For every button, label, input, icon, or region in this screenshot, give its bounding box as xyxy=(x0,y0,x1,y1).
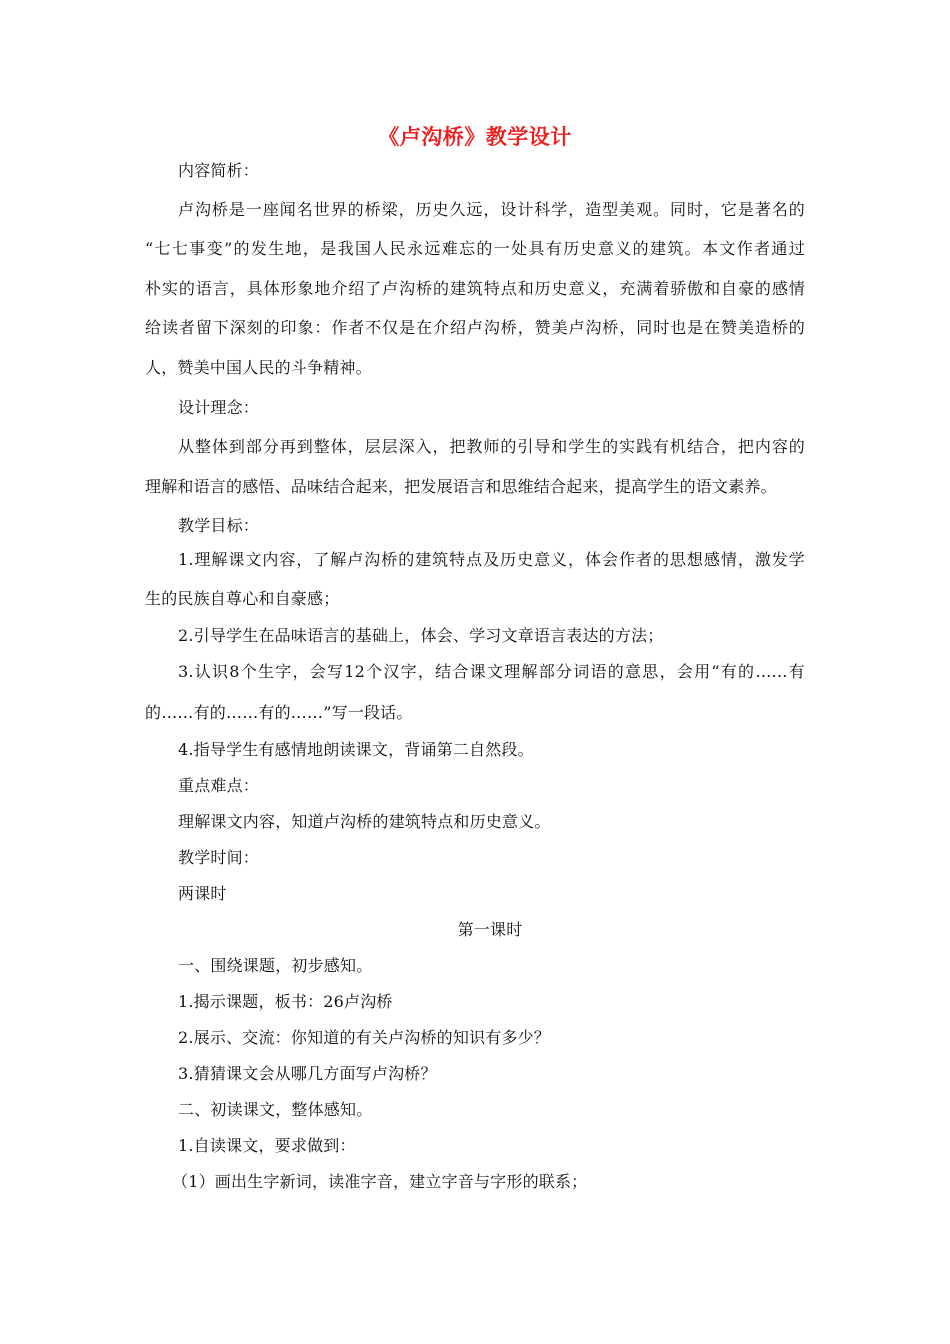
list-item: 3.猜猜课文会从哪几方面写卢沟桥？ xyxy=(178,1064,437,1083)
lesson-heading: 第一课时 xyxy=(457,920,523,939)
list-item: 1.揭示课题，板书：26卢沟桥 xyxy=(178,992,393,1011)
paragraph-line: “七七事变”的发生地，是我国人民永远难忘的一处具有历史意义的建筑。本文作者通过 xyxy=(145,239,805,258)
section-heading-key-points: 重点难点： xyxy=(178,776,260,795)
list-item: 2.展示、交流：你知道的有关卢沟桥的知识有多少？ xyxy=(178,1028,551,1047)
list-item: 3.认识8个生字，会写12个汉字，结合课文理解部分词语的意思，会用“有的……有 xyxy=(178,662,805,681)
paragraph-line: 人，赞美中国人民的斗争精神。 xyxy=(145,358,372,377)
paragraph-line: 朴实的语言，具体形象地介绍了卢沟桥的建筑特点和历史意义，充满着骄傲和自豪的感情 xyxy=(145,279,805,298)
list-item: 4.指导学生有感情地朗读课文，背诵第二自然段。 xyxy=(178,740,534,759)
section-heading-teaching-goals: 教学目标： xyxy=(178,516,260,535)
paragraph-line: 从整体到部分再到整体，层层深入，把教师的引导和学生的实践有机结合，把内容的 xyxy=(178,437,805,456)
document-title: 《卢沟桥》教学设计 xyxy=(378,124,572,149)
step-heading: 一、围绕课题，初步感知。 xyxy=(178,956,373,975)
list-item-continuation: 的……有的……有的……”写一段话。 xyxy=(145,703,413,722)
section-heading-teaching-time: 教学时间： xyxy=(178,848,260,867)
list-item: 2.引导学生在品味语言的基础上，体会、学习文章语言表达的方法； xyxy=(178,626,664,645)
sub-list-item: （1）画出生字新词，读准字音，建立字音与字形的联系； xyxy=(172,1172,588,1191)
paragraph-line: 两课时 xyxy=(178,884,227,903)
list-item: 1.理解课文内容，了解卢沟桥的建筑特点及历史意义，体会作者的思想感情，激发学 xyxy=(178,550,805,569)
section-heading-content-analysis: 内容简析： xyxy=(178,161,260,180)
section-heading-design-concept: 设计理念： xyxy=(178,398,260,417)
list-item: 1.自读课文，要求做到： xyxy=(178,1136,356,1155)
paragraph-line: 理解和语言的感悟、品味结合起来，把发展语言和思维结合起来，提高学生的语文素养。 xyxy=(145,477,777,496)
paragraph-line: 给读者留下深刻的印象：作者不仅是在介绍卢沟桥，赞美卢沟桥，同时也是在赞美造桥的 xyxy=(145,318,805,337)
step-heading: 二、初读课文，整体感知。 xyxy=(178,1100,373,1119)
paragraph-line: 理解课文内容，知道卢沟桥的建筑特点和历史意义。 xyxy=(178,812,551,831)
list-item-continuation: 生的民族自尊心和自豪感； xyxy=(145,589,340,608)
paragraph-line: 卢沟桥是一座闻名世界的桥梁，历史久远，设计科学，造型美观。同时，它是著名的 xyxy=(178,200,805,219)
